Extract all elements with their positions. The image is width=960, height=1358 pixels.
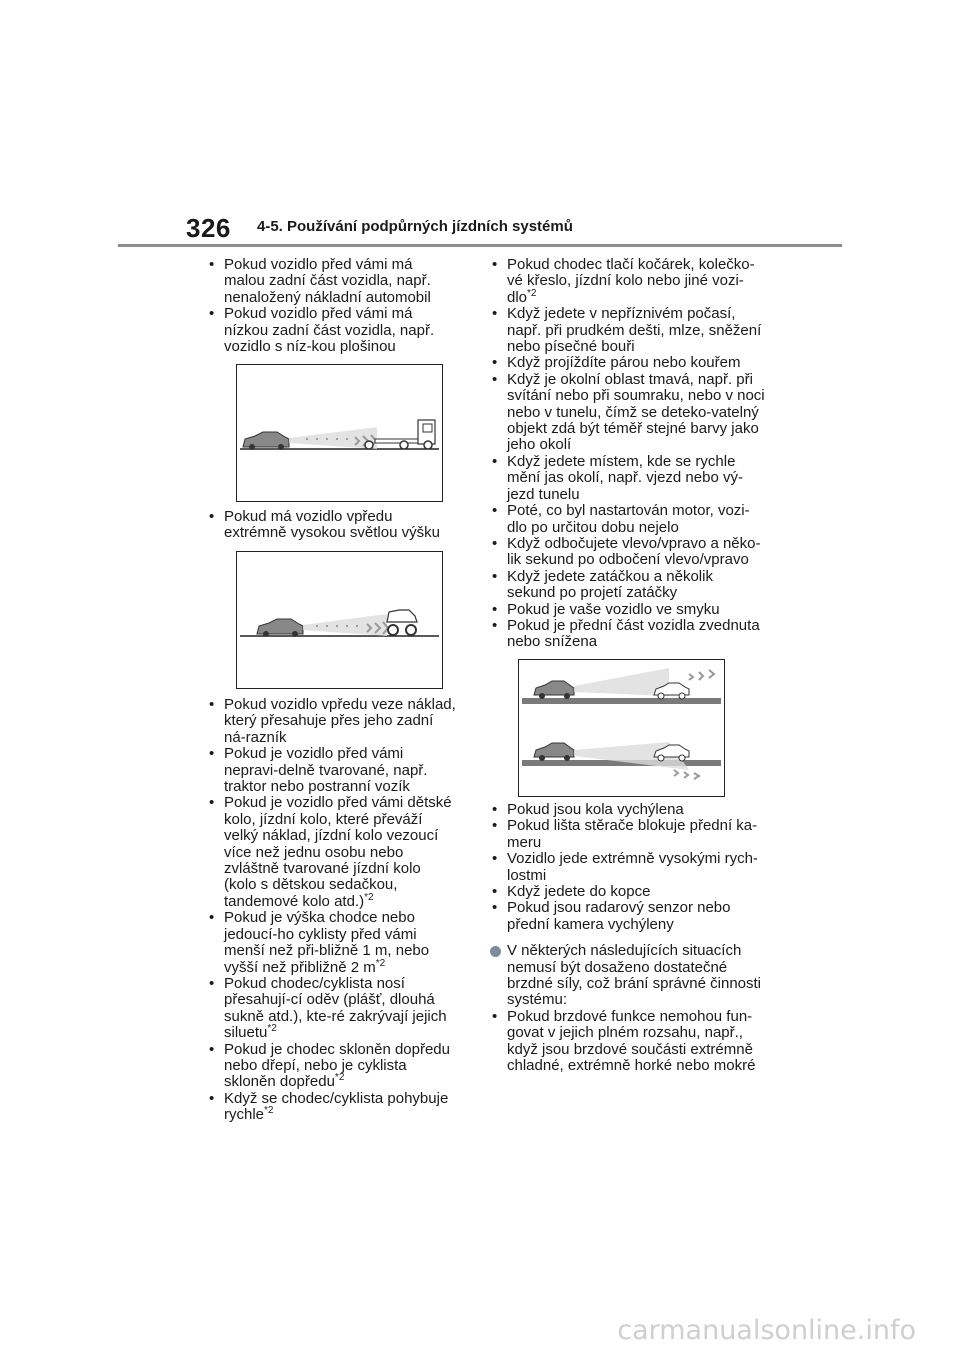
list-item-text: Pokud jsou radarový senzor nebo přední kamera vychýleny	[507, 899, 731, 933]
footnote-marker: *2	[264, 1105, 274, 1117]
list-item-text: Pokud je vozidlo před vámi nepravi-delně tvarované, např. traktor nebo postranní vozík	[224, 745, 428, 796]
list-item	[490, 618, 765, 651]
list-item	[207, 509, 457, 542]
left-column	[207, 257, 457, 355]
list-item-text: Když jedete místem, kde se rychle mění jas okolí, např. vjezd nebo vý-jezd tunelu	[507, 452, 743, 503]
bullet-list	[207, 257, 457, 355]
footnote-marker: *2	[334, 1072, 345, 1084]
list-item-text: Pokud je výška chodce nebo jedoucí-ho cyklisty před vámi menší než při-bližně 1 m, nebo vyšší než přibližně 2 m	[224, 909, 430, 976]
list-item-text: Pokud je vozidlo před vámi dětské kolo, jízdní kolo, které převáží velký náklad, jízdní kolo vezoucí více než jednu osobu nebo zvláštně tvarované jízdní kolo (kolo s dětskou sedačkou, tandemové kolo atd.)	[224, 794, 452, 910]
bullet-list	[490, 802, 765, 933]
list-item	[207, 1091, 457, 1124]
list-item-text: Pokud je vaše vozidlo ve smyku	[507, 600, 720, 618]
list-item	[490, 536, 765, 569]
right-column-2	[490, 802, 765, 1075]
list-item	[490, 884, 765, 900]
list-item	[490, 355, 765, 371]
list-item-text: Když odbočujete vlevo/vpravo a něko-lik sekund po odbočení vlevo/vpravo	[507, 534, 761, 569]
watermark: carmanualsonline.info	[617, 1315, 916, 1346]
section-title: 4-5. Používání podpůrných jízdních systémů	[257, 218, 573, 235]
list-item-text: Pokud jsou kola vychýlena	[507, 801, 684, 818]
list-item	[490, 1009, 765, 1075]
list-item-text: Pokud vozidlo před vámi má malou zadní část vozidla, např. nenaložený nákladní automobil	[224, 256, 431, 306]
list-item-text: Pokud chodec/cyklista nosí přesahují-cí oděv (plášť, dlouhá sukně atd.), kte-ré zakrývají jejich siluetu	[224, 974, 447, 1042]
illustration-high-clearance-vehicle	[236, 551, 443, 689]
list-item-text: Pokud vozidlo před vámi má nízkou zadní část vozidla, např. vozidlo s níz-kou plošinou	[224, 305, 435, 356]
bullet-list	[490, 257, 765, 651]
bullet-list	[207, 697, 457, 1124]
list-item-text: Pokud má vozidlo vpředu extrémně vysokou světlou výšku	[224, 508, 440, 542]
right-column	[490, 257, 765, 651]
list-item	[490, 372, 765, 454]
list-item	[490, 454, 765, 503]
illustration-vehicle-pitch	[518, 659, 725, 797]
list-item	[490, 257, 765, 306]
header-divider	[118, 244, 842, 247]
list-item-text: Když jedete v nepříznivém počasí, např. při prudkém dešti, mlze, sněžení nebo písečné bouři	[507, 305, 762, 356]
list-item-text: Pokud je chodec skloněn dopředu nebo dřepí, nebo je cyklista skloněn dopředu	[224, 1040, 450, 1091]
list-item-text: Pokud vozidlo vpředu veze náklad, který přesahuje přes jeho zadní ná-razník	[224, 696, 456, 746]
left-column-2	[207, 509, 457, 542]
note-text: V některých následujících situacích nemusí být dosaženo dostatečné brzdné síly, což brání správné činnosti systému:	[507, 942, 762, 1009]
list-item-text: Pokud chodec tlačí kočárek, kolečko-vé křeslo, jízdní kolo nebo jiné vozi-dlo	[507, 256, 755, 306]
bullet-list	[490, 1009, 765, 1075]
list-item	[207, 1042, 457, 1091]
list-item-text: Když se chodec/cyklista pohybuje rychle	[224, 1089, 449, 1124]
list-item-text: Když je okolní oblast tmavá, např. při svítání nebo při soumraku, nebo v noci nebo v tunelu, čímž se deteko-vatelný objekt zdá být téměř stejné barvy jako jeho okolí	[507, 370, 765, 454]
list-item	[207, 976, 457, 1042]
footnote-marker: *2	[267, 1023, 277, 1035]
bullet-list	[207, 509, 457, 542]
illustration-low-rear-vehicle	[236, 364, 443, 502]
list-item	[207, 795, 457, 910]
footnote-marker: *2	[364, 891, 374, 903]
list-item-text: Pokud lišta stěrače blokuje přední ka-meru	[507, 817, 758, 851]
list-item-text: Pokud brzdové funkce nemohou fun-govat v jejich plném rozsahu, např., když jsou brzdové součásti extrémně chladné, extrémně horké nebo mokré	[507, 1007, 756, 1075]
list-item	[490, 851, 765, 884]
left-column-3	[207, 697, 457, 1124]
footnote-marker: *2	[375, 957, 386, 969]
footnote-marker: *2	[527, 287, 537, 299]
page-number: 326	[186, 213, 231, 243]
list-item-text: Když projíždíte párou nebo kouřem	[507, 354, 741, 372]
list-item-text: Poté, co byl nastartován motor, vozi-dlo po určitou dobu nejelo	[507, 502, 750, 536]
list-item	[490, 818, 765, 851]
list-item	[490, 900, 765, 933]
list-item-text: Když jedete do kopce	[507, 883, 651, 901]
list-item	[207, 910, 457, 976]
list-item	[490, 306, 765, 355]
list-item	[490, 569, 765, 602]
list-item-text: Vozidlo jede extrémně vysokými rych-lostmi	[507, 850, 758, 884]
list-item-text: Když jedete zatáčkou a několik sekund po projetí zatáčky	[507, 567, 713, 602]
bullet-dot-icon	[490, 946, 501, 957]
list-item-text: Pokud je přední část vozidla zvednuta nebo snížena	[507, 616, 760, 651]
list-item	[207, 746, 457, 795]
list-item	[207, 257, 457, 306]
list-item	[207, 697, 457, 746]
list-item	[490, 503, 765, 536]
list-item	[207, 306, 457, 355]
list-item	[490, 802, 765, 818]
list-item	[490, 602, 765, 618]
note-paragraph	[490, 943, 765, 1009]
